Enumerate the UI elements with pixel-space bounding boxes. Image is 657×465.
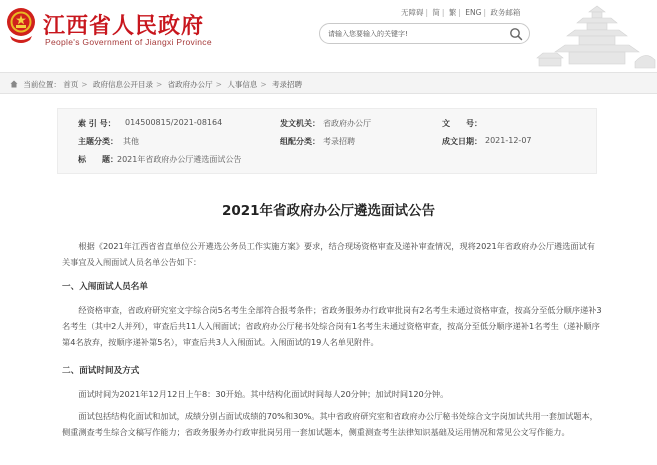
- system-label: 组配分类：: [280, 137, 320, 146]
- breadcrumb-separator: >: [155, 80, 163, 89]
- article-title: 2021年省政府办公厅遴选面试公告: [221, 203, 436, 219]
- site-header: [0, 0, 657, 72]
- traditional-link[interactable]: 繁: [448, 8, 457, 17]
- breadcrumb: [0, 72, 657, 94]
- breadcrumb-label: 当前位置：: [23, 80, 61, 89]
- index-value: 014500815/2021-08164: [125, 118, 223, 127]
- search-input[interactable]: [320, 24, 500, 43]
- meta-row: [58, 154, 598, 170]
- site-title[interactable]: 江西省人民政府: [43, 13, 205, 39]
- gov-mail-link[interactable]: 政务邮箱: [490, 8, 521, 17]
- location-pin-icon: [10, 80, 18, 88]
- breadcrumb-office[interactable]: 省政府办公厅: [167, 80, 213, 89]
- title-label: 标 题：: [78, 155, 118, 164]
- paragraph: 经资格审查，省政府研究室文字综合岗5名考生全部符合报考条件；省政务服务办行政审批岗有2名考生未通过资格审查，按高分至低分顺序递补3名考生（其中2人并列），审查后共11人入闱面试；省政府办公厅秘书处综合岗有1名考生未通过资格审查，按高分至低分顺序递补1名考生（递补顺序第4名放弃，按顺序递补第5名），审查后共3人入闱面试。入闱面试的19人名单见附件。: [62, 305, 602, 347]
- search-box: [319, 23, 530, 44]
- intro-paragraph: 根据《2021年江西省省直单位公开遴选公务员工作实施方案》要求，结合现场资格审查及递补审查情况，现将2021年省政府办公厅遴选面试有关事宜及入闱面试人员名单公告如下：: [62, 241, 595, 267]
- docno-label: 文 号：: [442, 119, 482, 128]
- divider: |: [458, 8, 461, 17]
- search-icon[interactable]: [509, 27, 523, 41]
- breadcrumb-personnel[interactable]: 人事信息: [227, 80, 258, 89]
- breadcrumb-catalog[interactable]: 政府信息公开目录: [92, 80, 153, 89]
- issuer-label: 发文机关：: [280, 119, 320, 128]
- date-value: 2021-12-07: [485, 136, 532, 145]
- site-subtitle: People's Government of Jiangxi Province: [45, 37, 212, 47]
- document-meta-table: [57, 108, 597, 174]
- simplified-link[interactable]: 简: [432, 8, 440, 17]
- divider: |: [483, 8, 486, 17]
- top-links: [400, 7, 521, 18]
- paragraph: 面试时间为2021年12月12日上午8：30开始。其中结构化面试时间每人20分钟；加试时间120分钟。: [78, 389, 449, 399]
- breadcrumb-separator: >: [81, 80, 88, 89]
- english-link[interactable]: ENG: [465, 8, 482, 17]
- paragraph: 面试包括结构化面试和加试，成绩分别占面试成绩的70%和30%。其中省政府研究室和省政府办公厅秘书处综合文字岗加试共用一套加试题本，侧重测查考生综合文稿写作能力；省政务服务办行政审批岗另用一套加试题本，侧重测查考生法律知识基础及运用情况和常见公文写作能力。: [62, 411, 598, 437]
- meta-row: [58, 118, 598, 134]
- section-heading: 二、面试时间及方式: [62, 366, 140, 376]
- pavilion-decoration-icon: [535, 2, 657, 70]
- divider: |: [441, 8, 445, 17]
- breadcrumb-separator: >: [260, 80, 267, 89]
- breadcrumb-recruitment[interactable]: 考录招聘: [272, 80, 303, 89]
- date-label: 成文日期：: [442, 137, 482, 146]
- breadcrumb-trail: [10, 79, 302, 90]
- system-value: 考录招聘: [323, 137, 355, 146]
- breadcrumb-home[interactable]: 首页: [63, 80, 79, 89]
- accessibility-link[interactable]: 无障碍: [401, 8, 424, 17]
- title-value: 2021年省政府办公厅遴选面试公告: [117, 155, 242, 164]
- subject-label: 主题分类：: [78, 137, 118, 146]
- breadcrumb-separator: >: [215, 80, 222, 89]
- divider: |: [425, 8, 429, 17]
- index-label: 索 引 号：: [78, 119, 116, 128]
- meta-row: [58, 136, 598, 152]
- national-emblem-icon[interactable]: [6, 6, 36, 44]
- section-heading: 一、入闱面试人员名单: [62, 282, 148, 292]
- subject-value: 其他: [123, 137, 139, 146]
- issuer-value: 省政府办公厅: [323, 119, 371, 128]
